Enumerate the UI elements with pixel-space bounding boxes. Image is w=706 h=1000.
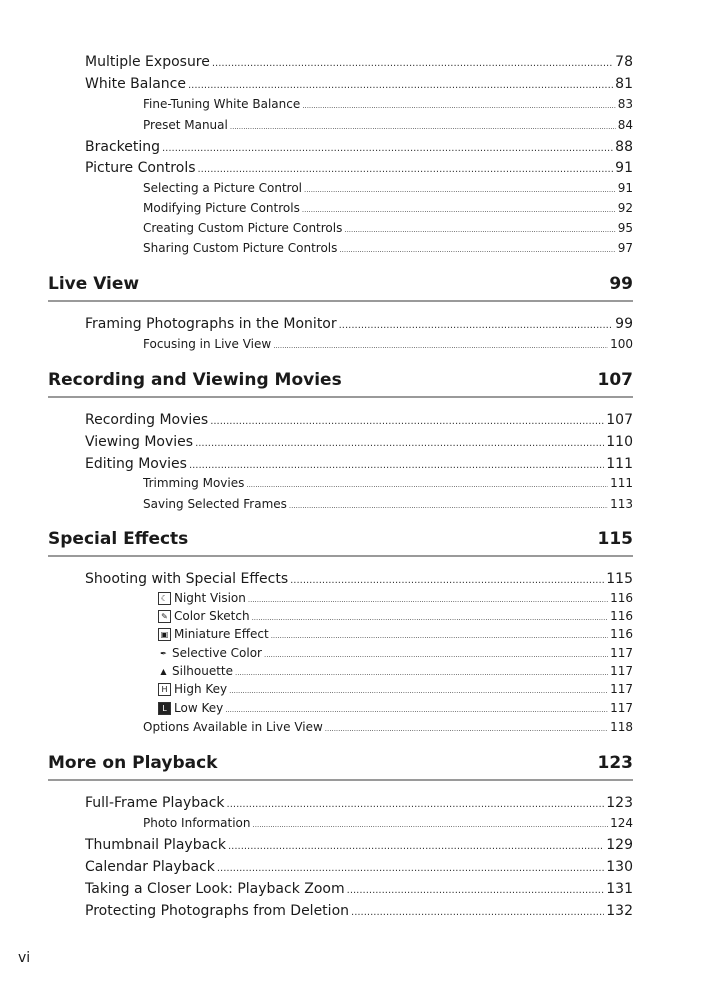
entry-page: 91 <box>617 181 633 195</box>
toc-entry-playback-zoom[interactable] <box>85 879 633 899</box>
entry-label-wrap <box>158 626 269 643</box>
leader-dots <box>217 859 604 877</box>
page-number: vi <box>18 950 31 966</box>
leader-dots <box>230 118 616 134</box>
entry-label-wrap <box>158 608 250 625</box>
entry-page: 117 <box>610 664 633 678</box>
selective-color-icon: ✒ <box>160 649 167 658</box>
entry-label: Framing Photographs in the Monitor <box>85 316 337 332</box>
toc-entry-selecting-picture-control[interactable] <box>143 179 633 197</box>
leader-dots <box>210 412 604 430</box>
entry-label: Modifying Picture Controls <box>143 201 300 215</box>
leader-dots <box>248 592 608 607</box>
toc-entry-thumbnail-playback[interactable] <box>85 835 633 855</box>
leader-dots <box>252 610 609 625</box>
leader-dots <box>228 837 604 855</box>
section-header-playback[interactable] <box>48 752 633 778</box>
toc-entry-multiple-exposure[interactable] <box>85 52 633 72</box>
entry-label: Selecting a Picture Control <box>143 181 303 195</box>
leader-dots <box>195 434 604 452</box>
high-key-icon: H <box>158 683 171 696</box>
entry-label: High Key <box>174 682 228 696</box>
section-page: 107 <box>597 370 633 390</box>
leader-dots <box>304 181 616 197</box>
entry-label: Saving Selected Frames <box>143 497 287 511</box>
toc-entry-high-key[interactable] <box>158 681 633 698</box>
toc-entry-editing-movies[interactable] <box>85 454 633 474</box>
entry-label-wrap <box>158 645 262 662</box>
entry-label: Color Sketch <box>174 609 250 623</box>
leader-dots <box>271 628 608 643</box>
leader-dots <box>188 76 613 94</box>
entry-label: Full-Frame Playback <box>85 795 225 811</box>
section-rule <box>48 779 633 781</box>
toc-entry-night-vision[interactable] <box>158 590 633 607</box>
entry-label: Preset Manual <box>143 118 228 132</box>
entry-label: Selective Color <box>172 646 262 660</box>
entry-label-wrap <box>158 681 227 698</box>
section-page: 123 <box>597 753 633 773</box>
toc-entry-recording-movies[interactable] <box>85 410 633 430</box>
toc-entry-framing-photographs[interactable] <box>85 314 633 334</box>
silhouette-icon: ▲ <box>160 667 167 676</box>
leader-dots <box>235 665 608 680</box>
toc-entry-full-frame-playback[interactable] <box>85 793 633 813</box>
entry-page: 117 <box>610 682 633 696</box>
leader-dots <box>351 903 604 921</box>
entry-label: Thumbnail Playback <box>85 837 226 853</box>
toc-entry-bracketing[interactable] <box>85 137 633 157</box>
leader-dots <box>339 316 614 334</box>
section-header-movies[interactable] <box>48 369 633 395</box>
leader-dots <box>162 139 613 157</box>
entry-page: 111 <box>610 476 633 490</box>
section-title: Special Effects <box>48 529 189 549</box>
entry-page: 131 <box>606 881 633 897</box>
entry-label: Focusing in Live View <box>143 337 272 351</box>
entry-label: Sharing Custom Picture Controls <box>143 241 338 255</box>
entry-label: Calendar Playback <box>85 859 215 875</box>
section-rule <box>48 300 633 302</box>
toc-entry-protecting-photographs[interactable] <box>85 901 633 921</box>
entry-page: 113 <box>610 497 633 511</box>
leader-dots <box>344 221 615 237</box>
leader-dots <box>264 647 608 662</box>
entry-label: Taking a Closer Look: Playback Zoom <box>85 881 345 897</box>
leader-dots <box>289 497 608 513</box>
entry-page: 99 <box>615 316 633 332</box>
section-page: 115 <box>597 529 633 549</box>
toc-entry-picture-controls[interactable] <box>85 158 633 178</box>
section-header-live-view[interactable] <box>48 273 633 299</box>
entry-page: 84 <box>617 118 633 132</box>
toc-entry-preset-manual[interactable] <box>143 116 633 134</box>
entry-page: 88 <box>615 139 633 155</box>
entry-page: 78 <box>615 54 633 70</box>
toc-entry-options-live-view[interactable] <box>143 718 633 736</box>
entry-label: Protecting Photographs from Deletion <box>85 903 350 919</box>
entry-page: 132 <box>606 903 633 919</box>
leader-dots <box>229 683 608 698</box>
entry-page: 81 <box>615 76 633 92</box>
entry-label: Picture Controls <box>85 160 196 176</box>
entry-page: 83 <box>617 97 633 111</box>
section-page: 99 <box>609 274 633 294</box>
entry-page: 110 <box>606 434 633 450</box>
night-vision-icon: ☾ <box>158 592 171 605</box>
entry-label: Creating Custom Picture Controls <box>143 221 343 235</box>
entry-label: Multiple Exposure <box>85 54 210 70</box>
entry-page: 107 <box>606 412 633 428</box>
section-title: Live View <box>48 274 140 294</box>
section-rule <box>48 396 633 398</box>
toc-entry-color-sketch[interactable] <box>158 608 633 625</box>
entry-page: 130 <box>606 859 633 875</box>
entry-page: 129 <box>606 837 633 853</box>
toc-entry-saving-selected-frames[interactable] <box>143 495 633 513</box>
entry-page: 117 <box>610 701 633 715</box>
entry-label: Recording Movies <box>85 412 209 428</box>
leader-dots <box>325 720 608 736</box>
leader-dots <box>339 241 615 257</box>
entry-label: Miniature Effect <box>174 627 269 641</box>
entry-page: 97 <box>617 241 633 255</box>
toc-entry-creating-custom-picture-controls[interactable] <box>143 219 633 237</box>
entry-page: 115 <box>606 571 633 587</box>
leader-dots <box>225 702 608 717</box>
toc-entry-photo-information[interactable] <box>143 814 633 832</box>
leader-dots <box>302 97 615 113</box>
toc-entry-selective-color[interactable] <box>158 645 633 662</box>
toc-entry-focusing-live-view[interactable] <box>143 335 633 353</box>
section-header-special-effects[interactable] <box>48 528 633 554</box>
entry-page: 116 <box>610 627 633 641</box>
miniature-effect-icon: ▣ <box>158 628 171 641</box>
entry-label: Bracketing <box>85 139 160 155</box>
entry-label: Night Vision <box>174 591 246 605</box>
entry-page: 124 <box>610 816 633 830</box>
toc-entry-fine-tuning-white-balance[interactable] <box>143 95 633 113</box>
section-title: More on Playback <box>48 753 218 773</box>
entry-label: Trimming Movies <box>143 476 245 490</box>
entry-label: Viewing Movies <box>85 434 194 450</box>
entry-label-wrap <box>158 663 233 680</box>
entry-page: 118 <box>610 720 633 734</box>
toc-entry-shooting-special-effects[interactable] <box>85 569 633 589</box>
entry-page: 92 <box>617 201 633 215</box>
toc-entry-low-key[interactable] <box>158 700 633 717</box>
section-title: Recording and Viewing Movies <box>48 370 342 390</box>
entry-page: 117 <box>610 646 633 660</box>
leader-dots <box>302 201 616 217</box>
entry-label: Shooting with Special Effects <box>85 571 289 587</box>
entry-label: Options Available in Live View <box>143 720 323 734</box>
toc-entry-modifying-picture-controls[interactable] <box>143 199 633 217</box>
leader-dots <box>253 816 609 832</box>
entry-page: 116 <box>610 609 633 623</box>
leader-dots <box>246 476 608 492</box>
entry-label: White Balance <box>85 76 186 92</box>
leader-dots <box>198 160 614 178</box>
entry-page: 111 <box>606 456 633 472</box>
low-key-icon: L <box>158 702 171 715</box>
toc-entry-silhouette[interactable] <box>158 663 633 680</box>
entry-page: 91 <box>615 160 633 176</box>
entry-label: Photo Information <box>143 816 251 830</box>
toc-entry-white-balance[interactable] <box>85 74 633 94</box>
entry-page: 116 <box>610 591 633 605</box>
entry-page: 100 <box>610 337 633 351</box>
toc-entry-viewing-movies[interactable] <box>85 432 633 452</box>
entry-label: Fine-Tuning White Balance <box>143 97 301 111</box>
entry-page: 123 <box>606 795 633 811</box>
leader-dots <box>290 571 604 589</box>
leader-dots <box>347 881 605 899</box>
entry-label-wrap <box>158 590 246 607</box>
leader-dots <box>227 795 605 813</box>
leader-dots <box>189 456 604 474</box>
leader-dots <box>273 337 608 353</box>
entry-label: Editing Movies <box>85 456 187 472</box>
entry-label: Silhouette <box>172 664 234 678</box>
toc-entry-calendar-playback[interactable] <box>85 857 633 877</box>
toc-entry-miniature-effect[interactable] <box>158 626 633 643</box>
leader-dots <box>212 54 613 72</box>
entry-label-wrap <box>158 700 223 717</box>
toc-entry-trimming-movies[interactable] <box>143 474 633 492</box>
color-sketch-icon: ✎ <box>158 610 171 623</box>
entry-label: Low Key <box>174 701 224 715</box>
toc-entry-sharing-custom-picture-controls[interactable] <box>143 239 633 257</box>
entry-page: 95 <box>617 221 633 235</box>
section-rule <box>48 555 633 557</box>
